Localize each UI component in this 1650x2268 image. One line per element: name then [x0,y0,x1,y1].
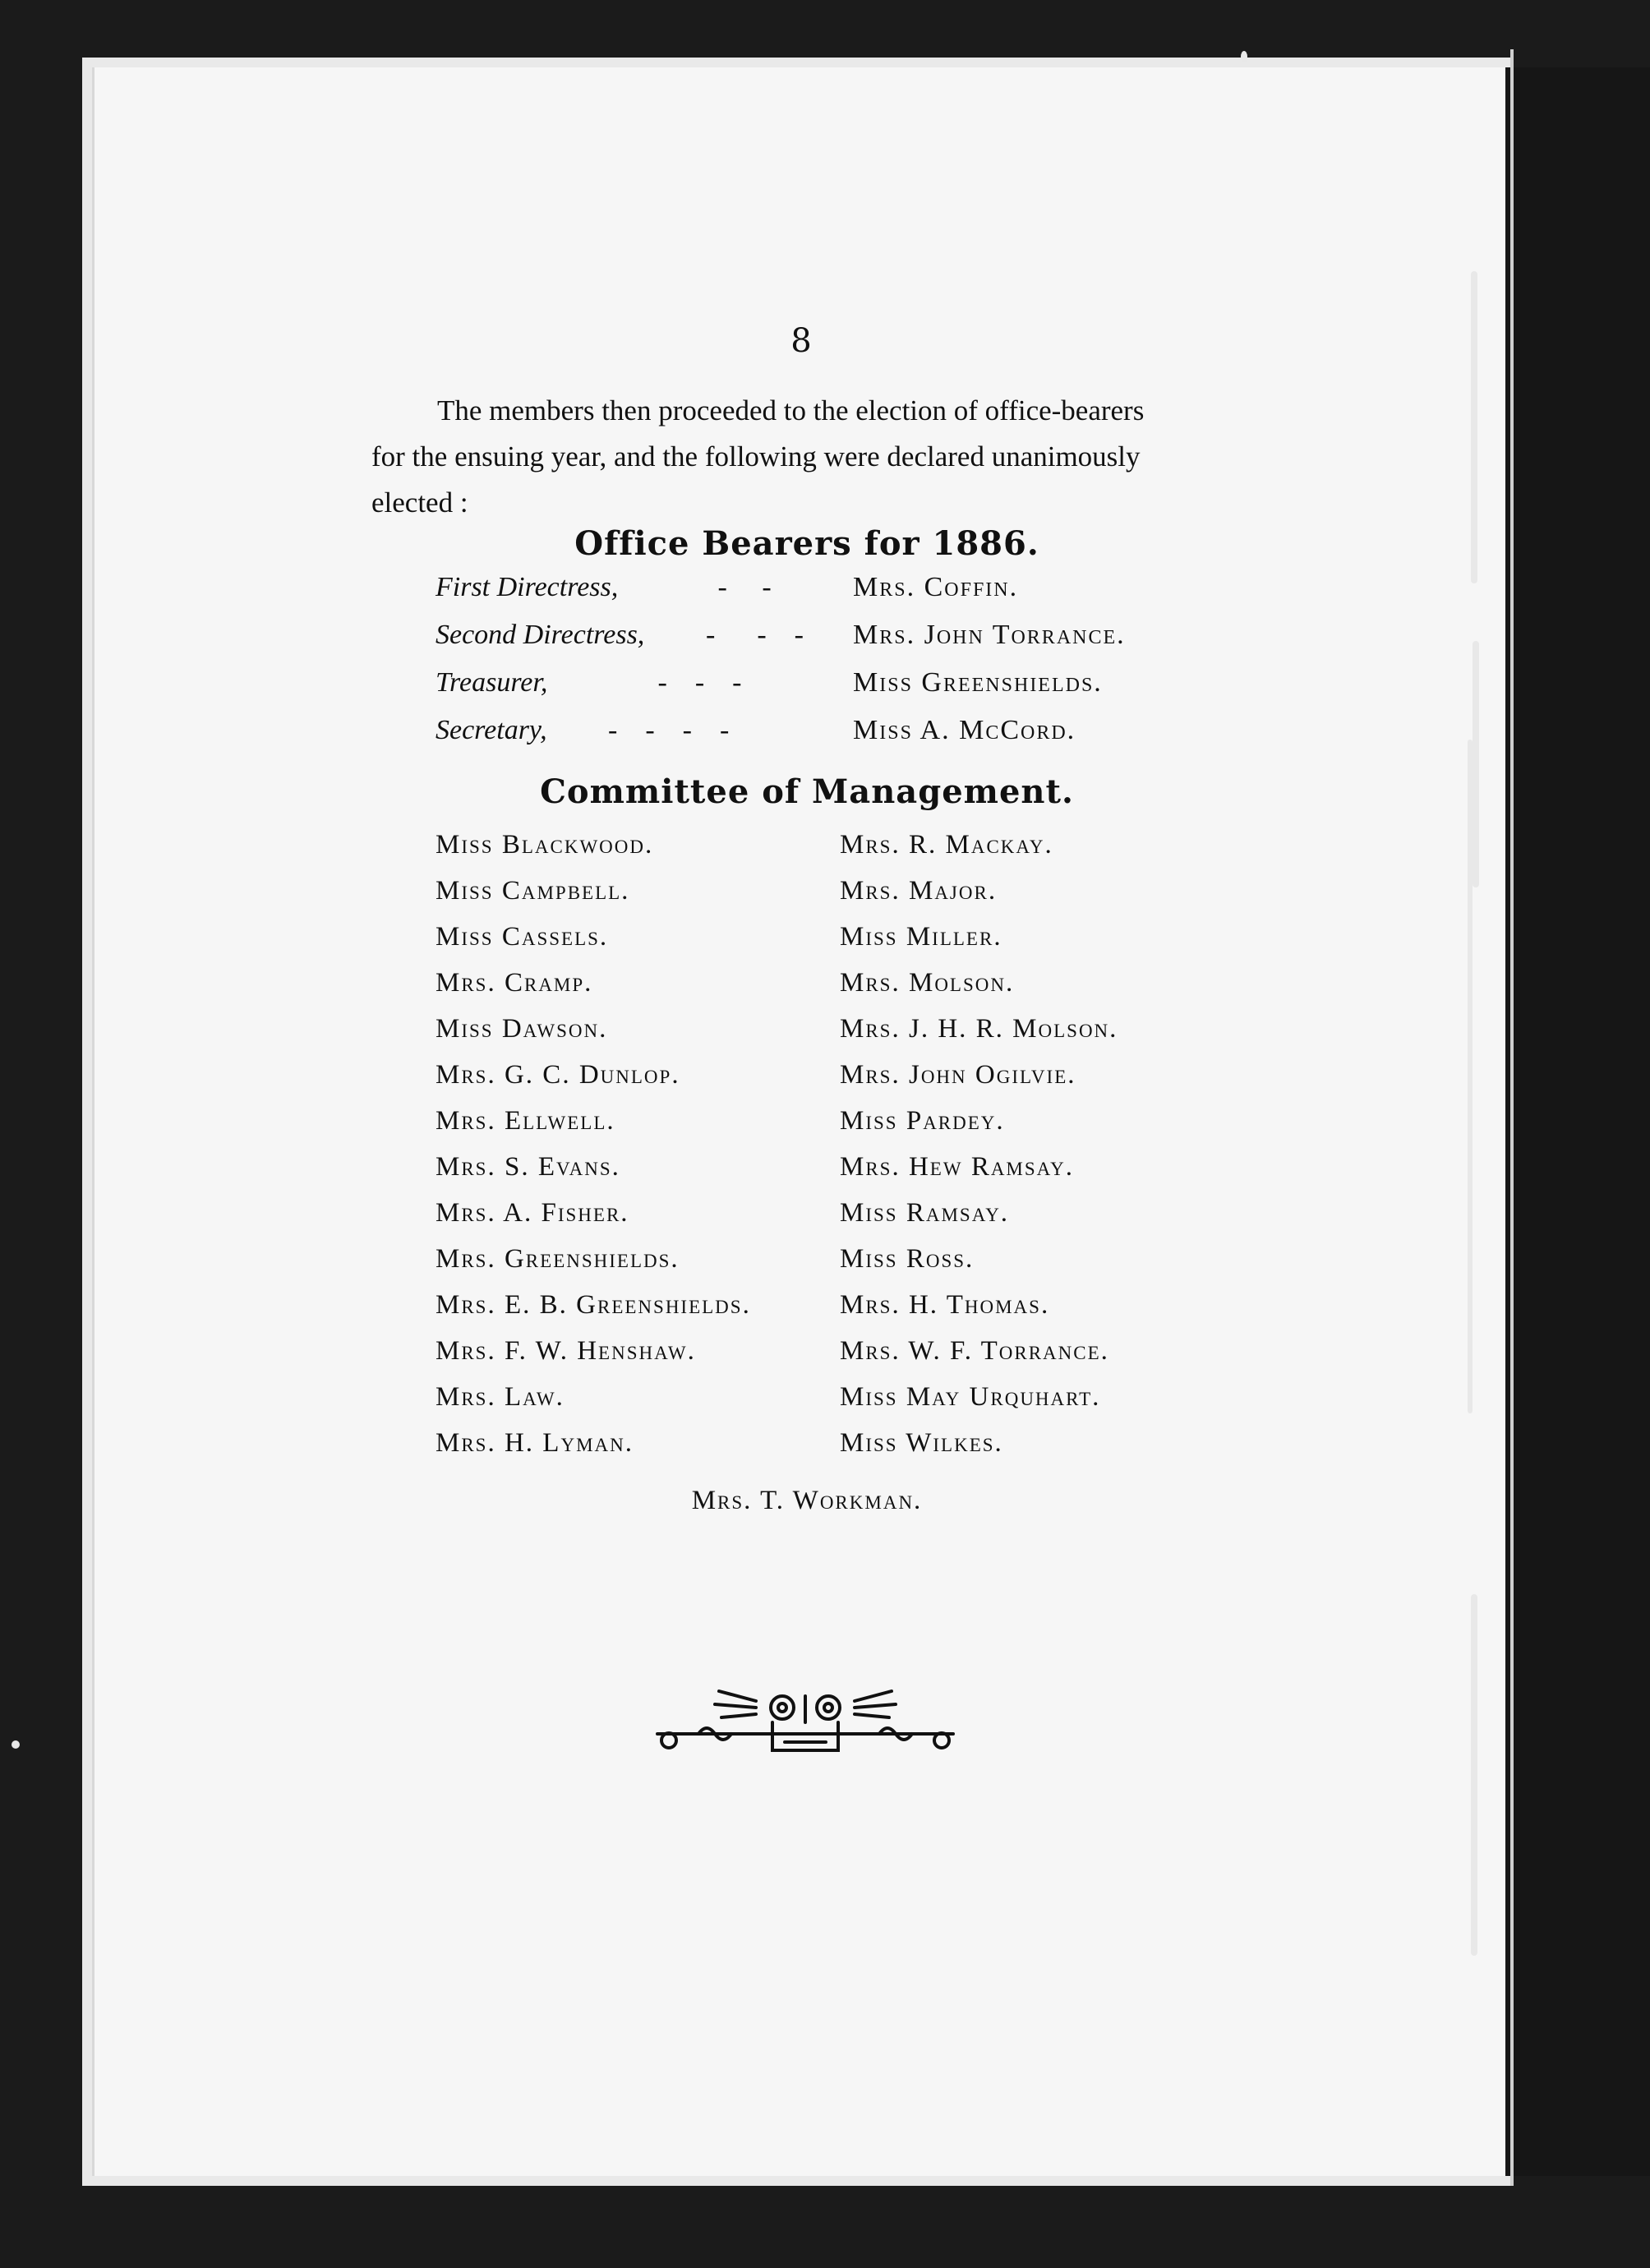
committee-member: Mrs. John Ogilvie. [840,1060,1076,1090]
committee-member: Mrs. J. H. R. Molson. [840,1014,1118,1044]
committee-row [436,1244,1257,1290]
committee-member: Miss Pardey. [840,1106,1005,1136]
committee-member: Mrs. F. W. Henshaw. [436,1336,696,1366]
officer-title: First Directress, [436,572,619,602]
dash-leader: - - [697,572,772,602]
intro-line: for the ensuing year, and the following were declared unanimously [371,440,1141,472]
committee-member: Miss May Urquhart. [840,1382,1101,1412]
officer-name: Mrs. John Torrance. [853,620,1126,650]
decorative-ornament-icon [649,1676,961,1767]
intro-paragraph [371,388,1242,526]
dash-leader: - - - - [608,715,730,745]
committee-member: Miss Blackwood. [436,830,654,860]
committee-row [436,1106,1257,1152]
committee-row [436,1060,1257,1106]
committee-row [436,1198,1257,1244]
officer-title: Treasurer, [436,667,548,698]
committee-member: Miss Ramsay. [840,1198,1010,1228]
committee-member-final: Mrs. T. Workman. [691,1486,923,1515]
committee-member: Mrs. Cramp. [436,968,593,998]
committee-member: Mrs. Law. [436,1382,565,1412]
committee-member: Mrs. A. Fisher. [436,1198,629,1228]
committee-member: Miss Miller. [840,922,1002,952]
committee-list [436,830,1257,1474]
committee-member: Mrs. E. B. Greenshields. [436,1290,751,1320]
intro-line: elected : [371,486,468,519]
officer-title: Secretary, [436,715,547,745]
committee-row [436,968,1257,1014]
committee-row [436,1014,1257,1060]
committee-row [436,876,1257,922]
dash-leader: - - - [678,620,804,650]
committee-row [436,1382,1257,1428]
committee-member: Mrs. Hew Ramsay. [840,1152,1075,1182]
committee-member: Mrs. W. F. Torrance. [840,1336,1109,1366]
committee-row [436,922,1257,968]
committee-row [436,1152,1257,1198]
page-number: 8 [790,322,812,360]
intro-line: The members then proceeded to the election of office-bearers [437,394,1145,426]
officer-name: Miss A. McCord. [853,715,1076,745]
committee-member: Mrs. G. C. Dunlop. [436,1060,680,1090]
committee-row [436,1336,1257,1382]
officer-title: Second Directress, [436,620,645,650]
dash-leader: - - - [637,667,742,698]
committee-member: Mrs. S. Evans. [436,1152,620,1182]
officer-row [436,715,1224,763]
committee-heading: Committee of Management. [540,772,1074,811]
committee-member: Miss Ross. [840,1244,975,1274]
committee-member: Mrs. Molson. [840,968,1015,998]
committee-row [436,1290,1257,1336]
office-bearers-heading: Office Bearers for 1886. [574,524,1039,563]
officer-row [436,667,1224,715]
officer-name: Miss Greenshields. [853,667,1103,698]
committee-member: Mrs. H. Lyman. [436,1428,634,1458]
officer-row [436,620,1224,667]
committee-member: Miss Wilkes. [840,1428,1003,1458]
officer-row [436,572,1224,620]
committee-member: Miss Cassels. [436,922,609,952]
committee-row [436,1428,1257,1474]
committee-member: Mrs. R. Mackay. [840,830,1053,860]
committee-member: Mrs. H. Thomas. [840,1290,1050,1320]
committee-member: Mrs. Ellwell. [436,1106,615,1136]
committee-member: Miss Campbell. [436,876,630,906]
committee-row [436,830,1257,876]
committee-member: Mrs. Major. [840,876,998,906]
officer-name: Mrs. Coffin. [853,572,1019,602]
committee-member: Mrs. Greenshields. [436,1244,680,1274]
office-bearers-list [436,572,1224,763]
committee-member: Miss Dawson. [436,1014,608,1044]
